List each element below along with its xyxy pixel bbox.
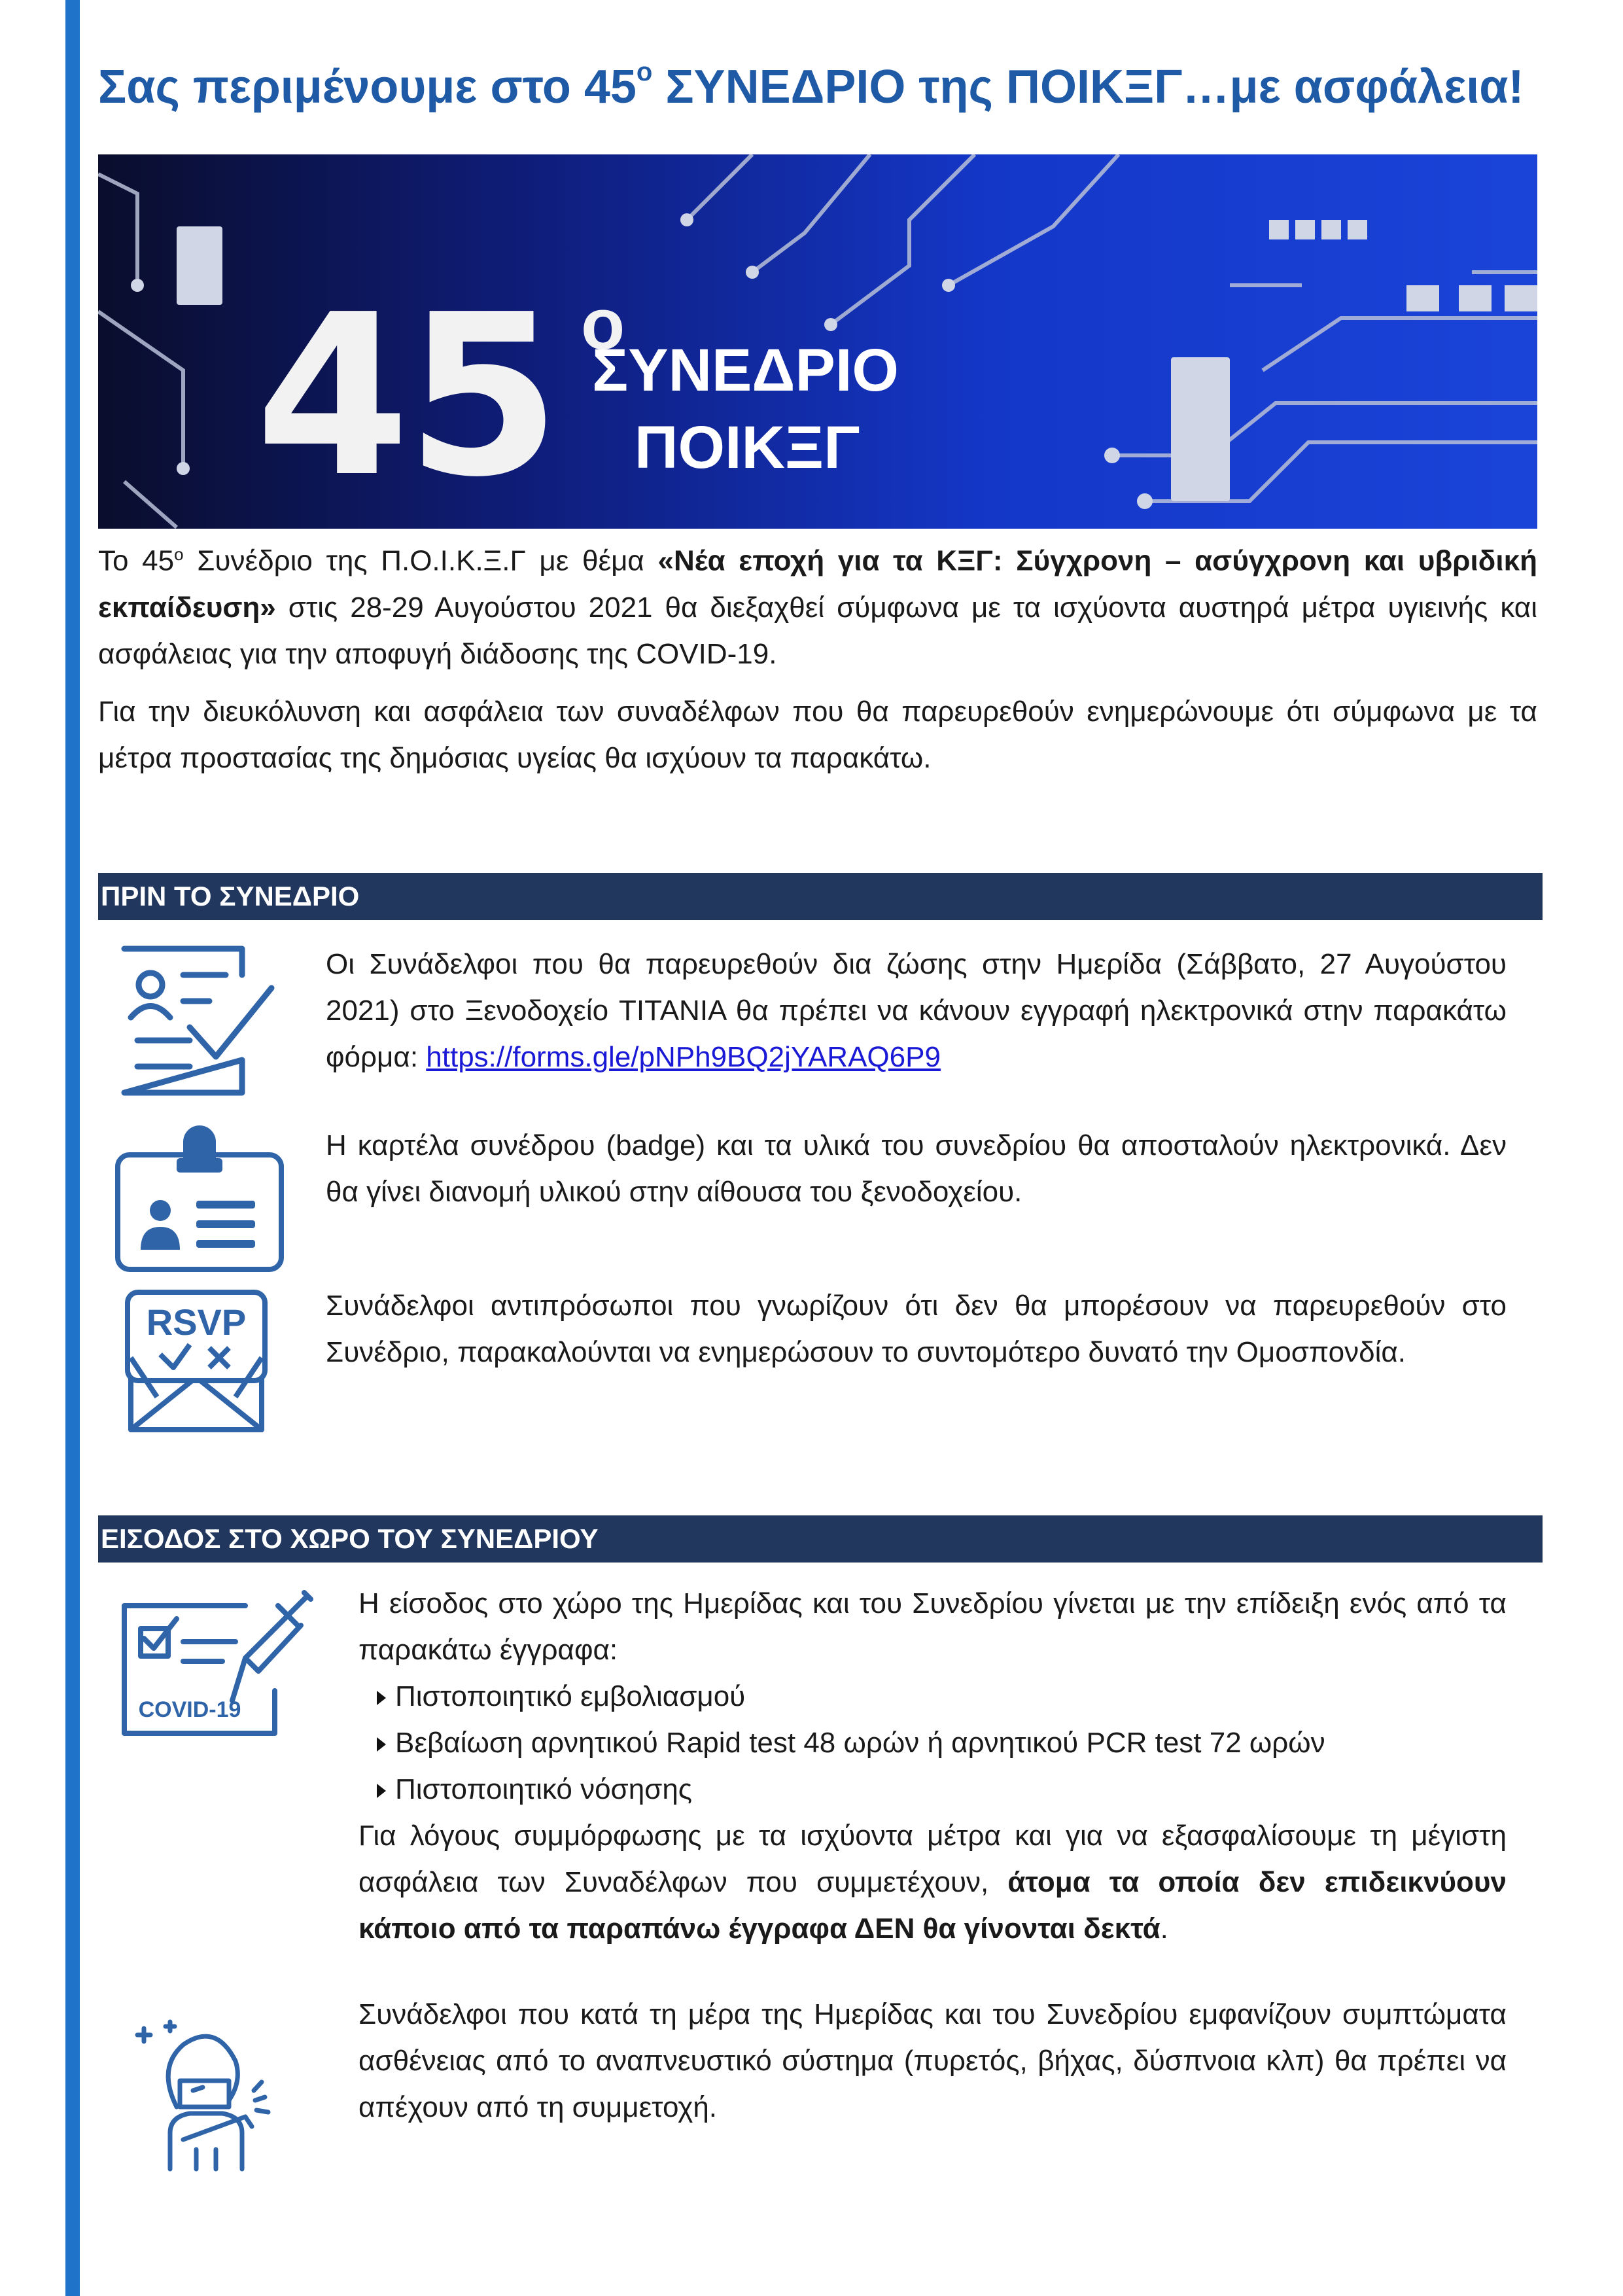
conference-banner [98,154,1537,529]
list-item: Πιστοποιητικό εμβολιασμού [358,1673,1507,1720]
covid-label: COVID-19 [138,1697,241,1722]
bullet-arrow-icon [377,1691,386,1705]
registration-form-check-icon [111,936,281,1106]
banner-line-2: ΠΟΙΚΞΓ [635,414,860,481]
left-accent-bar [65,0,80,2296]
list-item: Πιστοποιητικό νόσησης [358,1766,1507,1812]
intro-paragraph-2: Για την διευκόλυνση και ασφάλεια των συναδέλφων που θα παρευρεθούν ενημερώνουμε ότι σύμφωνα με τα μέτρα προστασίας της δημόσιας υγείας θα ισχύουν τα παρακάτω. [98,696,1537,774]
page-title: Σας περιμένουμε στο $45^o$ ΣΥΝΕΔΡΙΟ της ΠΟΙΚΞΓ…με ασφάλεια! [98,58,1524,113]
section-heading-entry: ΕΙΣΟΔΟΣ ΣΤΟ ΧΩΡΟ ΤΟΥ ΣΥΝΕΔΡΙΟΥ [98,1515,1543,1563]
id-badge-icon [111,1125,288,1276]
rsvp-label: RSVP [146,1301,247,1343]
covid-certificate-syringe-icon [111,1586,327,1743]
entry-intro: Η είσοδος στο χώρο της Ημερίδας και του Συνεδρίου γίνεται με την επίδειξη ενός από τα παρακάτω έγγραφα: [358,1587,1507,1666]
bullet-arrow-icon [377,1737,386,1752]
badge-text: Η καρτέλα συνέδρου (badge) και τα υλικά του συνεδρίου θα αποσταλούν ηλεκτρονικά. Δεν θα γίνει διανομή υλικού στην αίθουσα του ξενοδοχείου. [326,1129,1507,1208]
bullet-arrow-icon [377,1784,386,1798]
banner-number: 45 [255,267,557,526]
rsvp-envelope-icon [118,1286,275,1443]
banner-line-1: ΣΥΝΕΔΡΙΟ [592,337,899,404]
list-item: Βεβαίωση αρνητικού Rapid test 48 ωρών ή αρνητικού PCR test 72 ωρών [358,1720,1507,1766]
compliance-paragraph: Για λόγους συμμόρφωσης με τα ισχύοντα μέτρα και για να εξασφαλίσουμε τη μέγιστη ασφάλεια των Συναδέλφων που συμμετέχουν, άτομα τα οποία δεν επιδεικνύουν κάποιο από τα παραπάνω έγγραφα ΔΕΝ θα γίνονται δεκτά. [358,1820,1507,1945]
banner-degree: ο [581,284,625,364]
symptoms-text: Συνάδελφοι που κατά τη μέρα της Ημερίδας και του Συνεδρίου εμφανίζουν συμπτώματα ασθένειας από το αναπνευστικό σύστημα (πυρετός, βήχας, δύσπνοια κλπ) θα πρέπει να απέχουν από τη συμμετοχή. [358,1998,1507,2123]
registration-text: Οι Συνάδελφοι που θα παρευρεθούν δια ζώσης στην Ημερίδα (Σάββατο, 27 Αυγούστου 2021) στο Ξενοδοχείο TITANIA θα πρέπει να κάνουν εγγραφή ηλεκτρονικά στην παρακάτω φόρμα: https://forms.gle/pNPh9BQ2jYARAQ6P9 [326,948,1507,1073]
section-heading-before: ΠΡΙΝ ΤΟ ΣΥΝΕΔΡΙΟ [98,873,1543,920]
rsvp-text: Συνάδελφοι αντιπρόσωποι που γνωρίζουν ότι δεν θα μπορέσουν να παρευρεθούν στο Συνέδριο, παρακαλούνται να ενημερώσουν το συντομότερο δυνατό την Ομοσπονδία. [326,1290,1507,1368]
intro-paragraph-1: Το $45^o$ Συνέδριο της Π.Ο.Ι.Κ.Ξ.Γ με θέμα «Νέα εποχή για τα ΚΞΓ: Σύγχρονη – ασύγχρονη και υβριδική εκπαίδευση» στις 28-29 Αυγούστου 2021 θα διεξαχθεί σύμφωνα με τα ισχύοντα αυστηρά μέτρα υγιεινής και ασφάλειας για την αποφυγή διάδοσης της COVID-19. [98,544,1538,670]
registration-form-link[interactable]: https://forms.gle/pNPh9BQ2jYARAQ6P9 [426,1041,941,1073]
sick-person-coughing-icon [131,2009,288,2172]
entry-text [358,1580,1507,1952]
